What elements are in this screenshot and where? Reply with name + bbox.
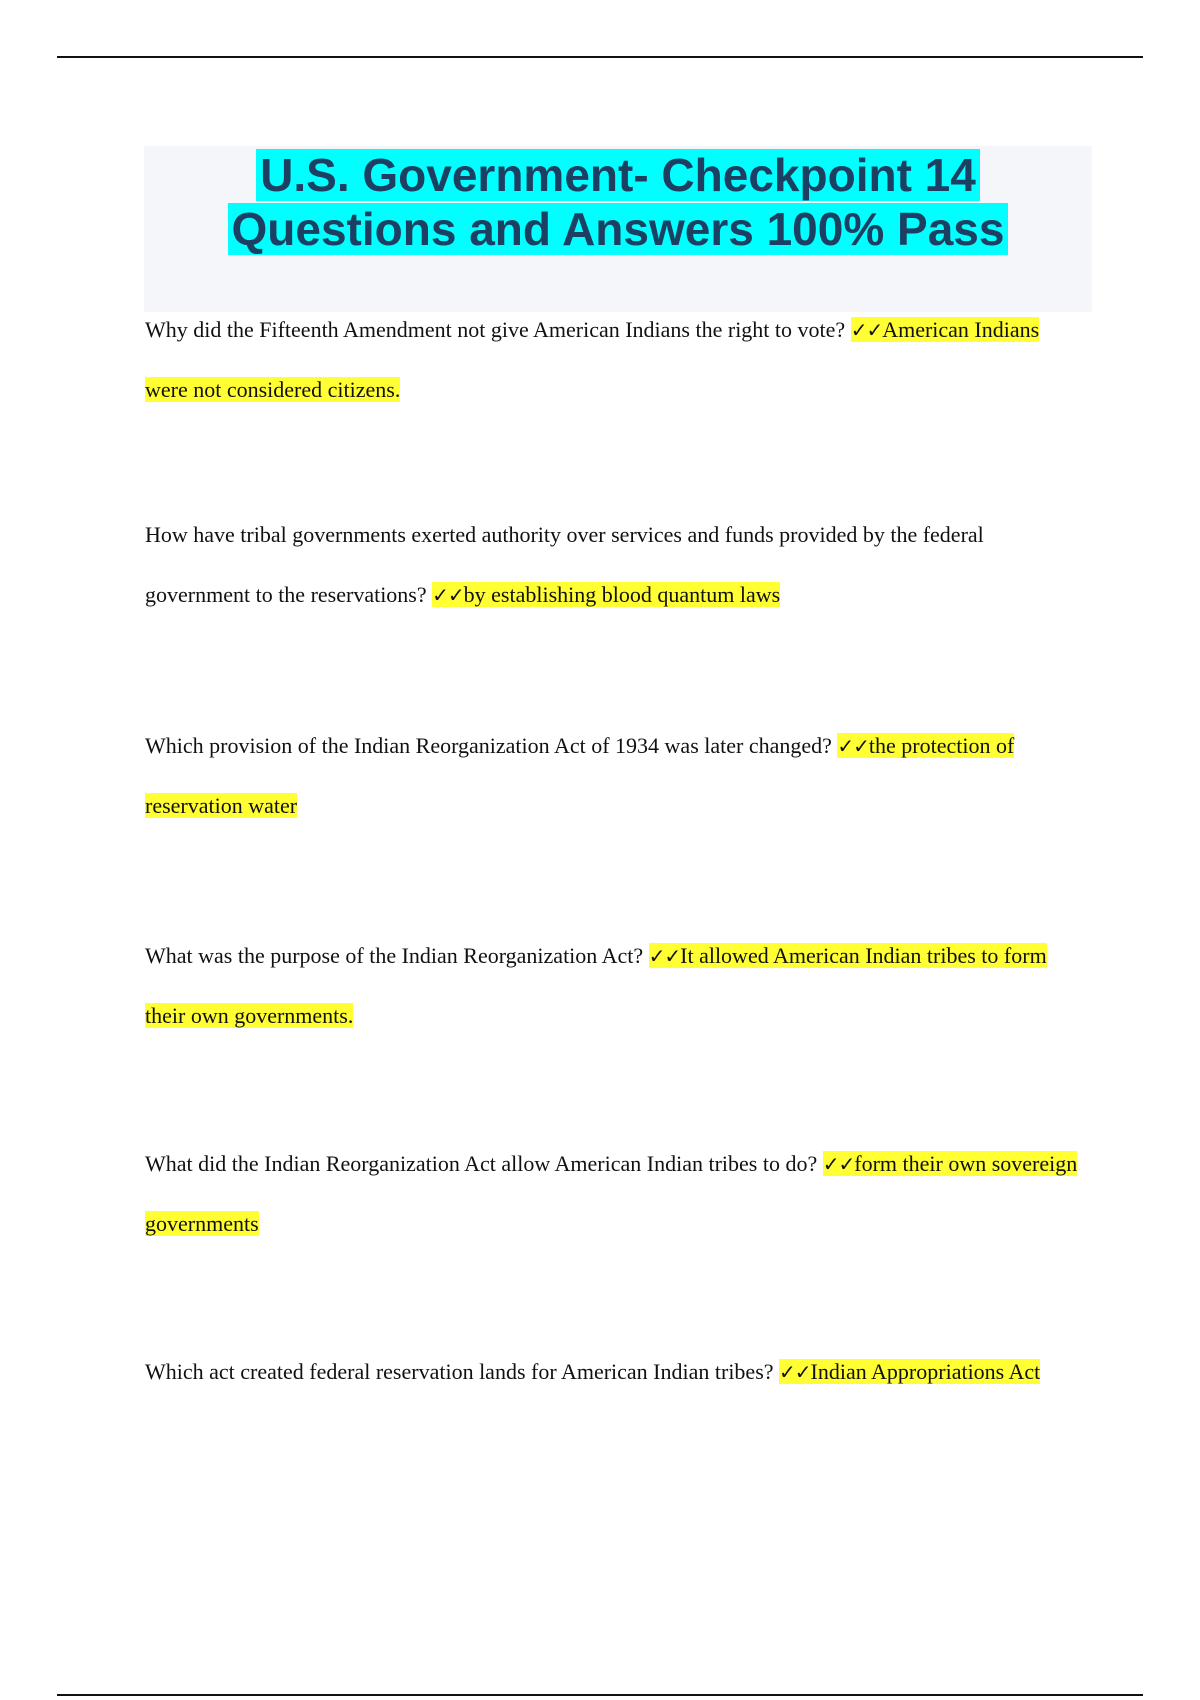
question-text: Which provision of the Indian Reorganization Act of 1934 was later changed? (145, 733, 838, 758)
qa-item (145, 1342, 1085, 1402)
answer-text: American Indians were not considered citizens. (145, 317, 1040, 402)
answer-highlight (779, 1359, 1040, 1384)
qa-item (145, 1134, 1085, 1254)
qa-item (145, 926, 1085, 1046)
answer-text: It allowed American Indian tribes to form their own governments. (145, 943, 1047, 1028)
qa-item (145, 716, 1085, 836)
answer-text: Indian Appropriations Act (810, 1359, 1041, 1384)
page-title (144, 146, 1092, 256)
qa-item (145, 300, 1085, 420)
qa-item (145, 505, 1085, 625)
question-text: What did the Indian Reorganization Act allow American Indian tribes to do? (145, 1151, 823, 1176)
answer-text: form their own sovereign governments (145, 1151, 1078, 1236)
double-check-icon: ✓✓ (648, 944, 681, 968)
title-banner (144, 146, 1092, 312)
question-text: Why did the Fifteenth Amendment not give American Indians the right to vote? (145, 317, 851, 342)
title-line-2: Questions and Answers 100% Pass (228, 203, 1009, 255)
question-text: Which act created federal reservation lands for American Indian tribes? (145, 1359, 780, 1384)
bottom-rule (57, 1694, 1143, 1696)
answer-text: by establishing blood quantum laws (463, 582, 781, 607)
double-check-icon: ✓✓ (850, 318, 883, 342)
question-text: What was the purpose of the Indian Reorganization Act? (145, 943, 649, 968)
answer-highlight (432, 582, 780, 607)
double-check-icon: ✓✓ (822, 1152, 855, 1176)
double-check-icon: ✓✓ (837, 734, 869, 758)
top-rule (57, 56, 1143, 58)
title-line-1: U.S. Government- Checkpoint 14 (256, 149, 980, 201)
question-text: How have tribal governments exerted authority over services and funds provided by the federal government to the reservations? (145, 522, 984, 607)
answer-text: the protection of reservation water (145, 733, 1015, 818)
double-check-icon: ✓✓ (779, 1360, 811, 1384)
double-check-icon: ✓✓ (432, 583, 464, 607)
